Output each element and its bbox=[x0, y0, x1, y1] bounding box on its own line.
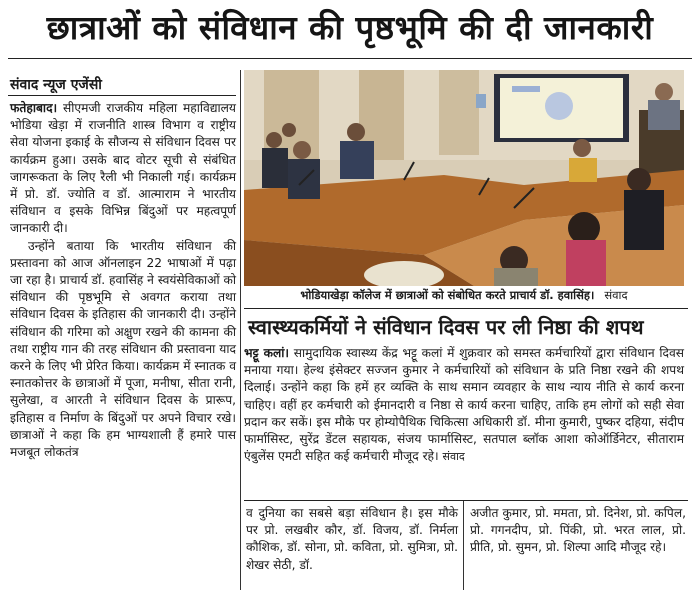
headline: छात्राओं को संविधान की पृष्ठभूमि की दी जानकारी bbox=[46, 8, 654, 47]
second-story-rule bbox=[244, 500, 688, 501]
second-story-dateline: भट्टू कलां। bbox=[244, 346, 289, 360]
right-column: अजीत कुमार, प्रो. ममता, प्रो. दिनेश, प्रो. कपिल, प्रो. गगनदीप, प्रो. पिंकी, प्रो. भरत लाल, प्रो. प्रीति, प्रो. सुमन, प्रो. शिल्पा आदि मौजूद रहे। bbox=[470, 506, 686, 555]
photo-caption-text: भोडियाखेड़ा कॉलेज में छात्राओं को संबोधित करते प्राचार्य डॉ. हवासिंह। bbox=[300, 288, 595, 302]
caption-rule bbox=[244, 308, 688, 309]
dateline: फतेहाबाद। bbox=[10, 101, 58, 115]
photo-caption bbox=[244, 288, 684, 306]
agency-rule bbox=[8, 95, 236, 96]
photo-credit: संवाद bbox=[604, 288, 628, 302]
agency-byline: संवाद न्यूज एजेंसी bbox=[10, 77, 102, 93]
meeting-photo-illustration bbox=[244, 70, 684, 286]
left-para-1 bbox=[10, 100, 236, 238]
headline-rule bbox=[8, 58, 692, 59]
middle-column: व दुनिया का सबसे बड़ा संविधान है। इस मौके पर प्रो. लखबीर कौर, डॉ. विजय, डॉ. निर्मला कौशिक, डॉ. सोना, प्रो. कविता, प्रो. सुमित्रा, प्रो. शेखर सेठी, डॉ. bbox=[246, 506, 458, 572]
second-story-body bbox=[244, 345, 684, 465]
second-story-text: सामुदायिक स्वास्थ्य केंद्र भट्टू कलां में शुक्रवार को समस्त कर्मचारियों द्वारा संविधान दिवस मनाया गया। हेल्थ इंसेक्टर सज्जन कुमार ने कर्मचारियों को संविधान के प्रति निष्ठा रखने की शपथ दिलाई। उन्होंने कहा कि हमें हर व्यक्ति के साथ समान व्यवहार के साथ न्याय नीति से कार्य करना चाहिए। वहीं हर कर्मचारी को ईमानदारी व निष्ठा से कार्य करना चाहिए, ताकि हम लोगों को सही सेवा प्रदान कर सकें। इस मौके पर होम्योपैथिक चिकित्सा अधिकारी डॉ. मीना कुमारी, पुष्कर दहिया, संदीप फार्मासिस्ट, सुरेंद्र डेंटल सहायक, संजय फार्मासिस्ट, सतपाल ब्लॉक आशा कोऑर्डिनेटर, सीताराम एंबुलेंस एमटी सहित कई कर्मचारी मौजूद रहे। bbox=[244, 346, 685, 464]
column-divider-2 bbox=[463, 500, 464, 590]
left-para-2: उन्होंने बताया कि भारतीय संविधान की प्रस्तावना को आज ऑनलाइन 22 भाषाओं में पढ़ा जा रहा है। प्राचार्य डॉ. हवासिंह ने स्वयंसेविकाओं को संविधान की पृष्ठभूमि से अवगत कराया तथा संविधान दिवस के इतिहास की जानकारी दी। उन्होंने संविधान की गरिमा को अक्षुण रखने की कामना की तथा राष्ट्रीय गान की तरह संविधान की प्रस्तावना याद करने के लिए भी प्रेरित किया। कार्यक्रम में स्नातक व स्नातकोत्तर के छात्राओं में पूजा, मनीषा, सीता रानी, सुलेखा, व आरती ने संविधान दिवस के प्रारूप, इतिहास व निर्माण के बिंदुओं पर अपने विचार रखे। छात्राओं ने कहा कि हम भाग्यशाली हैं हमारे पास मजबूत लोकतंत्र bbox=[10, 238, 236, 460]
left-para-1-text: सीएमजी राजकीय महिला महाविद्यालय भोडिया खेड़ा में राजनीति शास्त्र विभाग व राष्ट्रीय सेवा योजना इकाई के सौजन्य से संविधान दिवस पर कार्यक्रम हुआ। उसके बाद वोटर सूची से संबंधित जागरूकता के लिए रैली भी निकाली गई। कार्यक्रम में प्रो. डॉ. ज्योति व डॉ. आत्माराम ने भारतीय संविधान व इसके विभिन्न बिंदुओं पर महत्वपूर्ण जानकारी दी। bbox=[10, 101, 236, 236]
left-column bbox=[10, 100, 236, 461]
column-divider-1 bbox=[240, 70, 241, 590]
second-story-credit: संवाद bbox=[442, 450, 465, 464]
news-photo bbox=[244, 70, 684, 286]
second-story-headline: स्वास्थ्यकर्मियों ने संविधान दिवस पर ली निष्ठा की शपथ bbox=[248, 315, 644, 339]
